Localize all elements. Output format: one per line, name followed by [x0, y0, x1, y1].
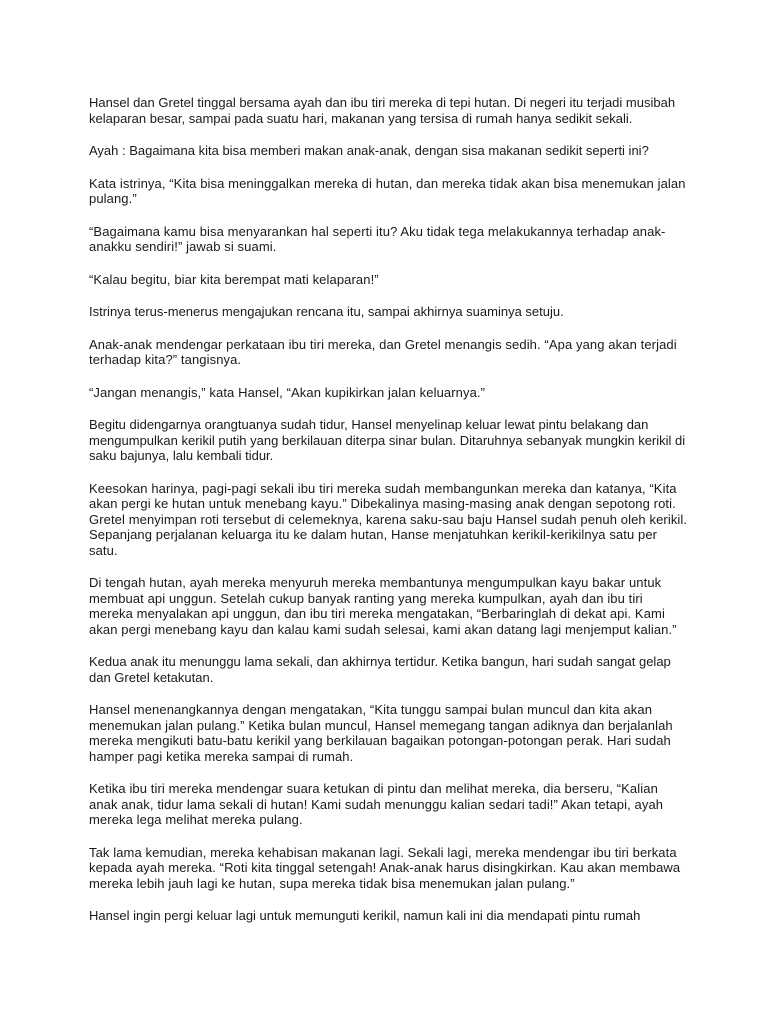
paragraph-13: Hansel menenangkannya dengan mengatakan, “Kita tunggu sampai bulan muncul dan kita akan menemukan jalan pulang.” Ketika bulan muncul, Hansel memegang tangan adiknya dan berjalanlah mereka mengikuti batu-batu kerikil yang berkilauan bagaikan potongan-potongan perak. Hari sudah hamper pagi ketika mereka sampai di rumah.	[89, 702, 673, 764]
paragraph-5: “Kalau begitu, biar kita berempat mati kelaparan!”	[89, 271, 379, 287]
document-page	[89, 95, 689, 941]
paragraph-6: Istrinya terus-menerus mengajukan rencana itu, sampai akhirnya suaminya setuju.	[89, 304, 564, 319]
paragraph-14: Ketika ibu tiri mereka mendengar suara ketukan di pintu dan melihat mereka, dia berseru, “Kalian anak anak, tidur lama sekali di hutan! Kami sudah menunggu kalian sedari tadi!” Akan tetapi, ayah mereka lega melihat mereka pulang.	[89, 781, 664, 827]
paragraph-4: “Bagaimana kamu bisa menyarankan hal seperti itu? Aku tidak tega melakukannya terhadap anak-anakku sendiri!” jawab si suami.	[89, 223, 666, 254]
paragraph-16: Hansel ingin pergi keluar lagi untuk memunguti kerikil, namun kali ini dia mendapati pintu rumah	[89, 908, 641, 923]
paragraph-8: “Jangan menangis,” kata Hansel, “Akan kupikirkan jalan keluarnya.”	[89, 384, 486, 400]
paragraph-12: Kedua anak itu menunggu lama sekali, dan akhirnya tertidur. Ketika bangun, hari sudah sangat gelap dan Gretel ketakutan.	[89, 654, 671, 685]
paragraph-2: Ayah : Bagaimana kita bisa memberi makan anak-anak, dengan sisa makanan sedikit seperti ini?	[89, 143, 649, 158]
paragraph-1: Hansel dan Gretel tinggal bersama ayah dan ibu tiri mereka di tepi hutan. Di negeri itu terjadi musibah kelaparan besar, sampai pada suatu hari, makanan yang tersisa di rumah hanya sedikit sekali.	[89, 95, 676, 126]
paragraph-11: Di tengah hutan, ayah mereka menyuruh mereka membantunya mengumpulkan kayu bakar untuk membuat api unggun. Setelah cukup banyak ranting yang mereka kumpulkan, ayah dan ibu tiri mereka menyalakan api unggun, dan ibu tiri mereka mengatakan, “Berbaringlah di dekat api. Kami akan pergi menebang kayu dan kalau kami sudah selesai, kami akan datang lagi menjemput kalian.”	[89, 575, 677, 637]
paragraph-7: Anak-anak mendengar perkataan ibu tiri mereka, dan Gretel menangis sedih. “Apa yang akan terjadi terhadap kita?” tangisnya.	[89, 336, 677, 367]
paragraph-9: Begitu didengarnya orangtuanya sudah tidur, Hansel menyelinap keluar lewat pintu belakang dan mengumpulkan kerikil putih yang berkilauan diterpa sinar bulan. Ditaruhnya sebanyak mungkin kerikil di saku bajunya, lalu kembali tidur.	[89, 417, 686, 463]
paragraph-10: Keesokan harinya, pagi-pagi sekali ibu tiri mereka sudah membangunkan mereka dan katanya, “Kita akan pergi ke hutan untuk menebang kayu.” Dibekalinya masing-masing anak dengan sepotong roti. Gretel menyimpan roti tersebut di celemeknya, karena saku-sau baju Hansel sudah penuh oleh kerikil. Sepanjang perjalanan keluarga itu ke dalam hutan, Hanse menjatuhkan kerikil-kerikilnya satu per satu.	[89, 480, 688, 558]
paragraph-3: Kata istrinya, “Kita bisa meninggalkan mereka di hutan, dan mereka tidak akan bisa menemukan jalan pulang.”	[89, 175, 686, 206]
paragraph-15: Tak lama kemudian, mereka kehabisan makanan lagi. Sekali lagi, mereka mendengar ibu tiri berkata kepada ayah mereka. “Roti kita tinggal setengah! Anak-anak harus disingkirkan. Kau akan membawa mereka lebih jauh lagi ke hutan, supa mereka tidak bisa menemukan jalan pulang.”	[89, 844, 681, 891]
